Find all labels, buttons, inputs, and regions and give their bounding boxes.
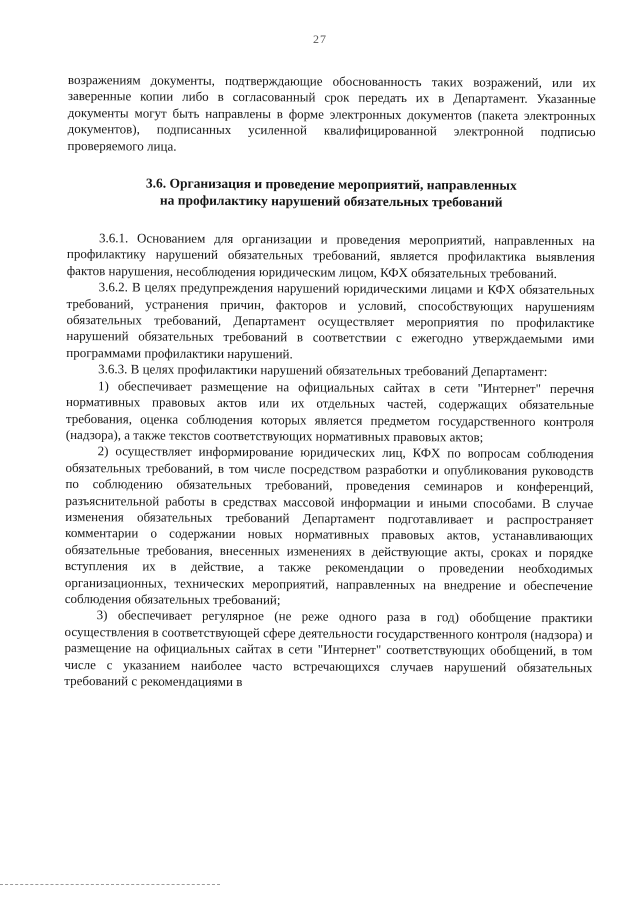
paragraph-continuation: возражениям документы, подтверждающие обоснованность таких возражений, или их заверенные копии либо в согласованный срок передать их в Департамент. Указанные документы могут быть направлены в форме электронных документов (пакета электронных документов), подписанных усиленной квалифицированной электронной подписью проверяемого лица. (67, 72, 596, 154)
list-item-1: 1) обеспечивает размещение на официальных сайтах в сети "Интернет" перечня нормативных правовых актов или их отдельных частей, содержащих обязательные требования, оценка соблюдения которых является предметом государственного контроля (надзора), а также текстов соответствующих нормативных правовых актов; (65, 377, 595, 445)
section-heading-line-1: 3.6. Организация и проведение мероприятий, направленных (145, 175, 517, 193)
paragraph-3-6-1: 3.6.1. Основанием для организации и проведения мероприятий, направленных на профилактику нарушений обязательных требований, является профилактика выявления фактов нарушения, несоблюдения юридическим лицом, КФХ обязательных требований. (66, 230, 596, 281)
paragraph-3-6-3: 3.6.3. В целях профилактики нарушений обязательных требований Департамент: (98, 361, 548, 380)
list-item-3: 3) обеспечивает регулярное (не реже одного раза в год) обобщение практики осуществления в соответствующей сфере деятельности государственного контроля (надзора) и размещение на официальных сайтах в сети "Интернет" соответствующих обобщений, в том числе с указанием наиболее часто встречающихся случаев нарушений обязательных требований с рекомендациями в (64, 607, 593, 690)
page-number: 27 (313, 32, 327, 46)
section-heading (67, 174, 595, 211)
list-item-2: 2) осуществляет информирование юридических лиц, КФХ по вопросам соблюдения обязательных требований, в том числе посредством разработки и опубликования руководств по соблюдению обязательных требований, проведения семинаров и конференций, разъяснительной работы в средствах массовой информации и иными способами. В случае изменения обязательных требований Департамент подготавливает и распространяет комментарии о содержании новых нормативных правовых актов, устанавливающих обязательные требования, внесенных изменениях в действующие акты, сроках и порядке вступления их в действие, а также рекомендации о проведении необходимых организационных, технических мероприятий, направленных на внедрение и обеспечение соблюдения обязательных требований; (64, 443, 594, 608)
document-body (64, 72, 596, 693)
page-bottom-rule (0, 884, 220, 885)
section-heading-line-2: на профилактику нарушений обязательных требований (159, 192, 503, 210)
paragraph-3-6-2: 3.6.2. В целях предупреждения нарушений юридическими лицами и КФХ обязательных требований, устранения причин, факторов и условий, способствующих нарушениям обязательных требований, Департамент осуществляет мероприятия по профилактике нарушений обязательных требований в соответствии с ежегодно утверждаемыми ими программами профилактики нарушений. (66, 279, 595, 362)
